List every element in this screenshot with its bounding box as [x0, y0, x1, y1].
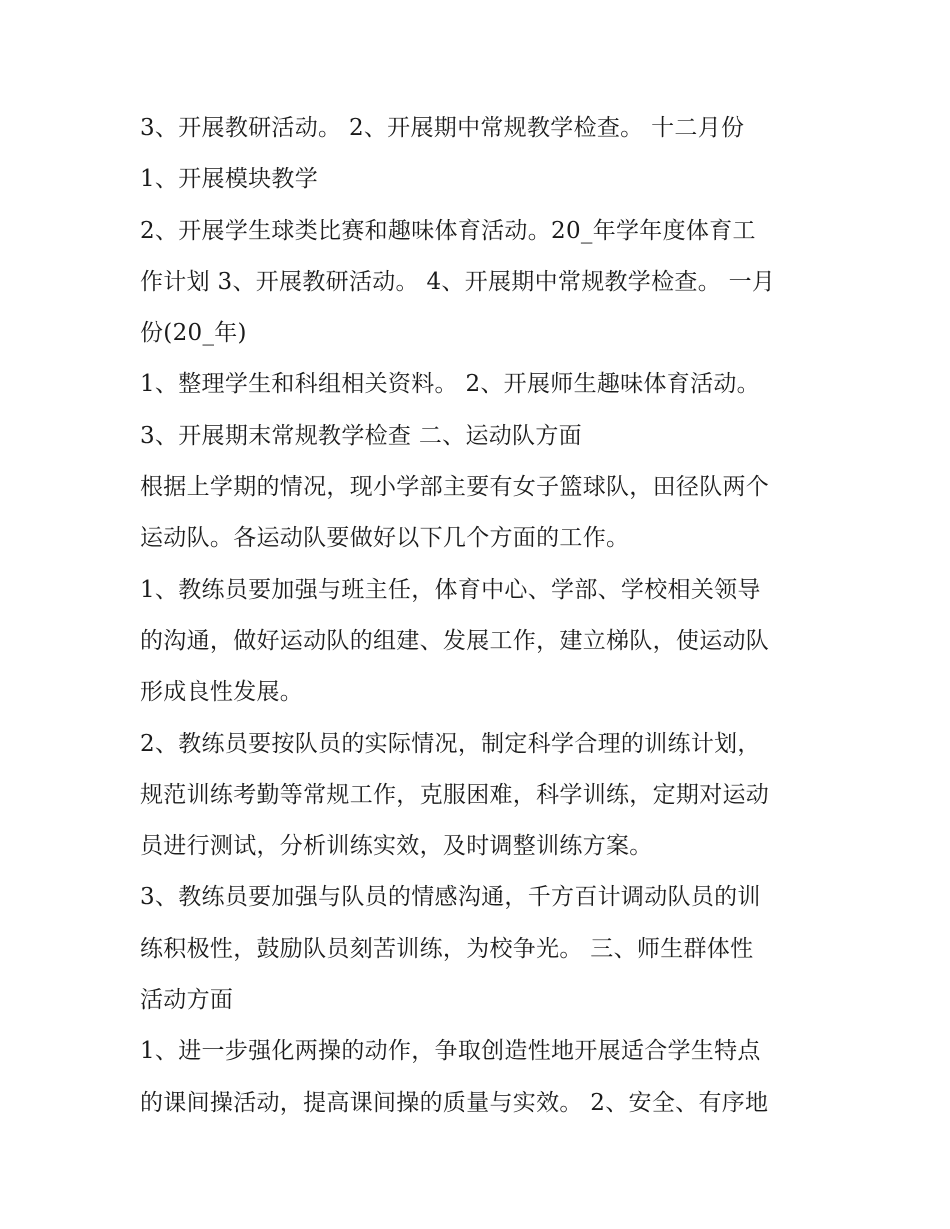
- text-line: 作计划 3、开展教研活动。 4、开展期中常规教学检查。 一月: [140, 268, 776, 295]
- text-line: 活动方面: [140, 987, 234, 1014]
- text-line: 形成良性发展。: [140, 679, 304, 706]
- text-line: 规范训练考勤等常规工作，克服困难，科学训练，定期对运动: [140, 781, 770, 808]
- document-body: [140, 103, 820, 1129]
- text-line: 2、开展学生球类比赛和趣味体育活动。20_年学年度体育工: [140, 217, 756, 244]
- text-line: 运动队。各运动队要做好以下几个方面的工作。: [140, 525, 630, 552]
- text-line: 1、整理学生和科组相关资料。 2、开展师生趣味体育活动。: [140, 371, 760, 398]
- text-line: 份(20_年): [140, 320, 247, 347]
- text-line: 练积极性，鼓励队员刻苦训练，为校争光。 三、师生群体性: [140, 935, 754, 962]
- text-line: 3、教练员要加强与队员的情感沟通，千方百计调动队员的训: [140, 884, 761, 911]
- text-line: 3、开展期末常规教学检查 二、运动队方面: [140, 422, 582, 449]
- text-line: 的沟通，做好运动队的组建、发展工作，建立梯队，使运动队: [140, 627, 770, 654]
- text-line: 3、开展教研活动。 2、开展期中常规教学检查。 十二月份: [140, 115, 745, 141]
- text-line: 员进行测试，分析训练实效，及时调整训练方案。: [140, 833, 653, 860]
- text-line: 2、教练员要按队员的实际情况，制定科学合理的训练计划，: [140, 730, 761, 757]
- text-line: 1、开展模块教学: [140, 166, 319, 193]
- text-line: 根据上学期的情况，现小学部主要有女子篮球队，田径队两个: [140, 474, 770, 501]
- text-line: 1、进一步强化两操的动作，争取创造性地开展适合学生特点: [140, 1038, 761, 1065]
- text-line: 1、教练员要加强与班主任，体育中心、学部、学校相关领导: [140, 576, 761, 603]
- text-line: 的课间操活动，提高课间操的质量与实效。 2、安全、有序地: [140, 1089, 769, 1116]
